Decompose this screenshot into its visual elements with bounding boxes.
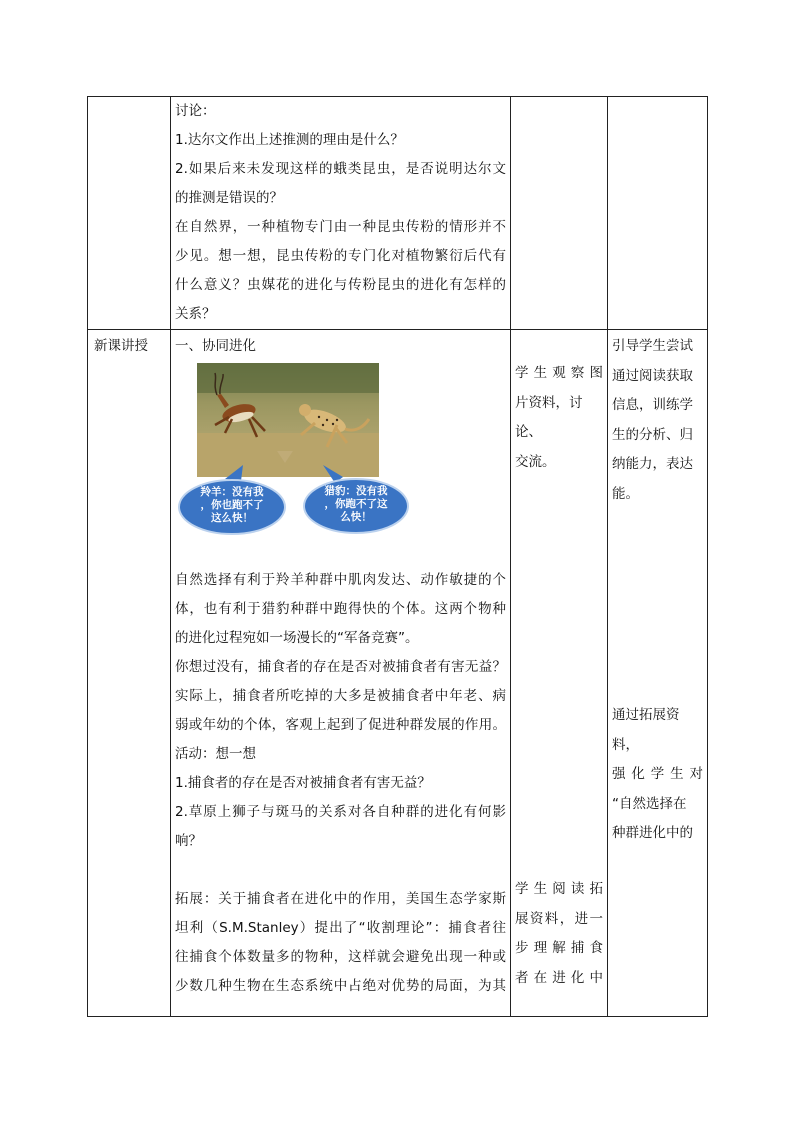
student-activity-line: 交流。	[515, 453, 556, 470]
stage-cell	[88, 330, 171, 1017]
student-activity-line: 者在进化中	[515, 969, 603, 986]
discussion-label: 讨论：	[175, 103, 216, 119]
design-intent-line: 生的分析、归	[612, 426, 693, 443]
activity-label: 活动：想一想	[175, 746, 256, 762]
student-activity-line: 学生观察图	[515, 365, 603, 381]
paragraph-line: 弱或年幼的个体，客观上起到了促进种群发展的作用。	[175, 717, 506, 733]
paragraph-line: 自然选择有利于羚羊种群中肌肉发达、动作敏捷的个	[175, 572, 506, 588]
discussion-paragraph: 在自然界，一种植物专门由一种昆虫传粉的情形并不	[175, 219, 506, 235]
paragraph-line: 的进化过程宛如一场漫长的“军备竞赛”。	[175, 630, 419, 646]
activity-question-1: 1.捕食者的存在是否对被捕食者有害无益？	[175, 775, 431, 791]
paragraph-line: 实际上，捕食者所吃掉的大多是被捕食者中年老、病	[175, 688, 506, 704]
paragraph-line: 体，也有利于猎豹种群中跑得快的个体。这两个物种	[175, 601, 506, 617]
student-activity-line: 步理解捕食	[515, 940, 603, 956]
student-activity-cell	[511, 330, 608, 1017]
discussion-question-2-cont: 的推测是错误的？	[175, 190, 283, 206]
extension-line: 坦利（S.M.Stanley）提出了“收割理论”：捕食者往	[175, 920, 506, 936]
discussion-question-1: 1.达尔文作出上述推测的理由是什么？	[175, 132, 404, 148]
content-cell	[171, 97, 511, 330]
design-intent-line: 能。	[612, 485, 639, 502]
design-intent-cell	[608, 330, 708, 1017]
extension-line: 往捕食个体数量多的物种，这样就会避免出现一种或	[175, 949, 506, 965]
design-intent-cell	[608, 97, 708, 330]
activity-question-2-cont: 响？	[175, 833, 202, 849]
design-intent-line: 引导学生尝试	[612, 338, 693, 354]
discussion-paragraph: 什么意义？虫媒花的进化与传粉昆虫的进化有怎样的	[175, 277, 506, 293]
design-intent-line: 种群进化中的	[612, 825, 693, 841]
student-activity-line: 学生阅读拓	[515, 881, 603, 897]
antelope-cheetah-illustration	[175, 363, 515, 563]
paragraph-line: 你想过没有，捕食者的存在是否对被捕食者有害无益？	[175, 659, 506, 675]
table-row	[88, 97, 708, 330]
design-intent-line: 通过阅读获取	[612, 367, 693, 384]
discussion-paragraph: 少见。想一想，昆虫传粉的专门化对植物繁衍后代有	[175, 248, 506, 264]
bubble-right-line: ，你跑不了这	[324, 498, 388, 510]
section-label: 新课讲授	[94, 338, 148, 354]
design-intent-line: 强化学生对	[612, 766, 703, 782]
design-intent-line: 纳能力，表达	[612, 456, 693, 472]
content-cell	[171, 330, 511, 1017]
antelope-cheetah-photo	[197, 363, 379, 477]
activity-question-2: 2.草原上狮子与斑马的关系对各自种群的进化有何影	[175, 804, 506, 820]
table-row	[88, 330, 708, 1017]
bubble-left-line: ，你也跑不了	[200, 499, 264, 511]
stage-cell	[88, 97, 171, 330]
design-intent-line: “自然选择在	[612, 795, 687, 812]
bubble-left-line: 这么快！	[211, 512, 253, 524]
lesson-plan-table	[87, 96, 708, 1017]
section-heading: 一、协同进化	[175, 338, 256, 354]
student-activity-cell	[511, 97, 608, 330]
extension-line: 拓展：关于捕食者在进化中的作用，美国生态学家斯	[175, 891, 506, 907]
student-activity-line: 展资料，进一	[515, 910, 603, 927]
discussion-paragraph: 关系？	[175, 306, 216, 322]
design-intent-line: 信息，训练学	[612, 397, 693, 413]
coevolution-text	[175, 566, 506, 1001]
bubble-right-line: 么快！	[340, 511, 372, 523]
student-activity-line: 片资料，讨论、	[515, 394, 583, 440]
bubble-right-line: 猎豹：没有我	[324, 485, 388, 497]
speech-bubbles	[175, 461, 515, 563]
extension-line: 少数几种生物在生态系统中占绝对优势的局面，为其	[175, 978, 506, 994]
discussion-question-2: 2.如果后来未发现这样的蛾类昆虫，是否说明达尔文	[175, 161, 506, 177]
design-intent-line: 通过拓展资料，	[612, 707, 680, 753]
bubble-left-line: 羚羊：没有我	[200, 486, 264, 498]
